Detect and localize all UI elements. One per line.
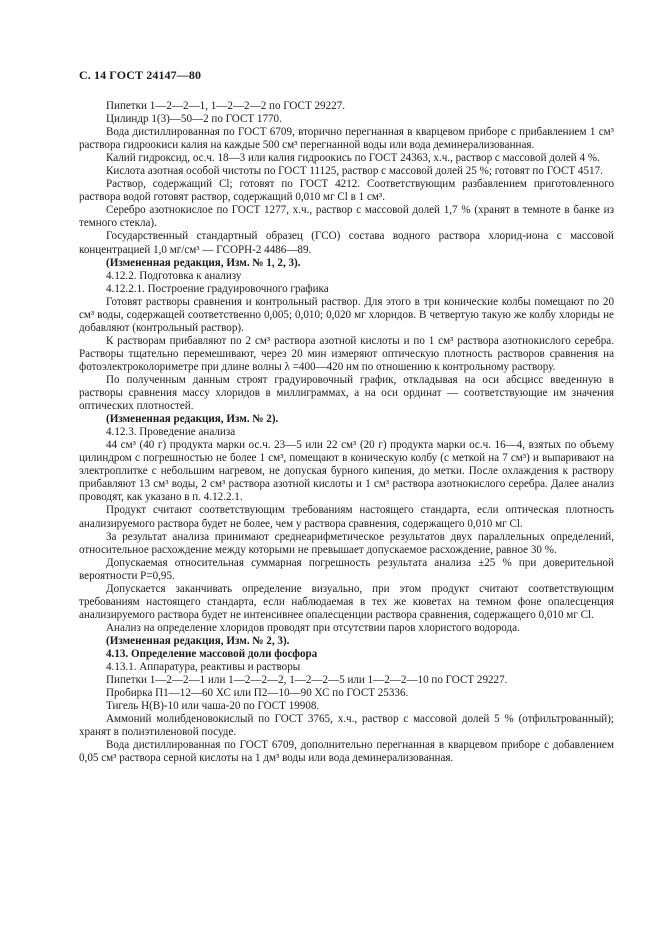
bold-paragraph: (Измененная редакция, Изм. № 1, 2, 3). bbox=[106, 256, 301, 269]
paragraph: Вода дистиллированная по ГОСТ 6709, вторично перегнанная в кварцевом приборе с прибавлением 1 см³ раствора гидроокиси калия на каждые 500 см³ перегнанной воды или вода деминерализованная. bbox=[79, 126, 614, 152]
paragraph: Допускается заканчивать определение визуально, при этом продукт считают соответствующим требованиям настоящего стандарта, если наблюдаемая в тех же кюветах на темном фоне опалесценция анализируемого раствора будет не интенсивнее опалесценции раствора сравнения, содержащего 0,010 мг Cl. bbox=[79, 582, 614, 621]
paragraph: Тигель Н(В)-10 или чаша-20 по ГОСТ 19908. bbox=[106, 700, 320, 713]
paragraph: Пипетки 1—2—2—1, 1—2—2—2 по ГОСТ 29227. bbox=[106, 100, 346, 112]
paragraph: 4.12.2.1. Построение градуировочного графика bbox=[106, 282, 329, 295]
paragraph: Аммоний молибденовокислый по ГОСТ 3765, х.ч., раствор с массовой долей 5 % (отфильтрованный); хранят в полиэтиленовой посуде. bbox=[79, 713, 614, 739]
paragraph: Готовят растворы сравнения и контрольный раствор. Для этого в три конические колбы помещают по 20 см³ воды, содержащей соответственно 0,005; 0,010; 0,020 мг хлоридов. В четвертую такую же колбу хлориды не добавляют (контрольный раствор). bbox=[79, 295, 614, 334]
paragraph: Цилиндр 1(3)—50—2 по ГОСТ 1770. bbox=[106, 113, 282, 126]
paragraph: Кислота азотная особой чистоты по ГОСТ 11125, раствор с массовой долей 25 %; готовят по ГОСТ 4517. bbox=[106, 165, 603, 178]
paragraph: Продукт считают соответствующим требованиям настоящего стандарта, если оптическая плотность анализируемого раствора будет не более, чем у раствора сравнения, содержащего 0,010 мг Cl. bbox=[79, 504, 614, 530]
page-header: С. 14 ГОСТ 24147—80 bbox=[79, 68, 202, 82]
bold-paragraph: 4.13. Определение массовой доли фосфора bbox=[106, 647, 318, 660]
paragraph: Государственный стандартный образец (ГСО) состава водного раствора хлорид-иона с массовой концентрацией 1,0 мг/см³ — ГСОРН-2 4486—89. bbox=[79, 230, 614, 256]
paragraph: 4.13.1. Аппаратура, реактивы и растворы bbox=[106, 661, 301, 674]
bold-paragraph: (Измененная редакция, Изм. № 2). bbox=[106, 413, 279, 426]
paragraph: Серебро азотнокислое по ГОСТ 1277, х.ч., раствор с массовой долей 1,7 % (хранят в темноте в банке из темного стекла). bbox=[79, 204, 614, 230]
paragraph: 4.12.2. Подготовка к анализу bbox=[106, 269, 242, 282]
paragraph: Пробирка П1—12—60 ХС или П2—10—90 ХС по ГОСТ 25336. bbox=[106, 687, 409, 700]
paragraph: 4.12.3. Проведение анализа bbox=[106, 426, 236, 439]
paragraph: Допускаемая относительная суммарная погрешность результата анализа ±25 % при доверительной вероятности P=0,95. bbox=[79, 556, 614, 582]
bold-paragraph: (Измененная редакция, Изм. № 2, 3). bbox=[106, 634, 290, 647]
paragraph: По полученным данным строят градуировочный график, откладывая на оси абсцисс введенную в растворы сравнения массу хлоридов в миллиграммах, а на оси ординат — соответствующие им значения оптических плотностей. bbox=[79, 373, 614, 413]
paragraph: За результат анализа принимают среднеарифметическое результатов двух параллельных определений, относительное расхождение между которыми не превышает допускаемое расхождение, равное 30 %. bbox=[79, 530, 614, 556]
document-body bbox=[79, 100, 614, 765]
paragraph: Вода дистиллированная по ГОСТ 6709, дополнительно перегнанная в кварцевом приборе с добавлением 0,05 см³ раствора серной кислоты на 1 дм³ воды или вода деминерализованная. bbox=[79, 739, 614, 765]
paragraph: 44 см³ (40 г) продукта марки ос.ч. 23—5 или 22 см³ (20 г) продукта марки ос.ч. 16—4, взятых по объему цилиндром с погрешностью не более 1 см³, помещают в коническую колбу (с меткой на 7 см³) и выпаривают на электроплитке с небольшим нагревом, не допуская бурного кипения, до метки. После охлаждения к раствору прибавляют 13 см³ воды, 2 см³ раствора азотной кислоты и 1 см³ раствора азотнокислого серебра. Далее анализ проводят, как указано в п. 4.12.2.1. bbox=[79, 439, 614, 504]
paragraph: Калий гидроксид, ос.ч. 18—3 или калия гидроокись по ГОСТ 24363, х.ч., раствор с массовой долей 4 %. bbox=[106, 152, 600, 165]
paragraph: К растворам прибавляют по 2 см³ раствора азотной кислоты и по 1 см³ раствора азотнокислого серебра. Растворы тщательно перемешивают, через 20 мин измеряют оптическую плотность растворов сравнения на фотоэлектроколориметре при длине волны λ =400—420 нм по отношению к контрольному раствору. bbox=[79, 334, 614, 373]
paragraph: Раствор, содержащий Cl; готовят по ГОСТ 4212. Соответствующим разбавлением приготовленного раствора водой готовят раствор, содержащий 0,010 мг Cl в 1 см³. bbox=[79, 178, 614, 204]
paragraph: Анализ на определение хлоридов проводят при отсутствии паров хлористого водорода. bbox=[106, 621, 520, 634]
paragraph: Пипетки 1—2—2—1 или 1—2—2—2, 1—2—2—5 или 1—2—2—10 по ГОСТ 29227. bbox=[106, 674, 508, 687]
